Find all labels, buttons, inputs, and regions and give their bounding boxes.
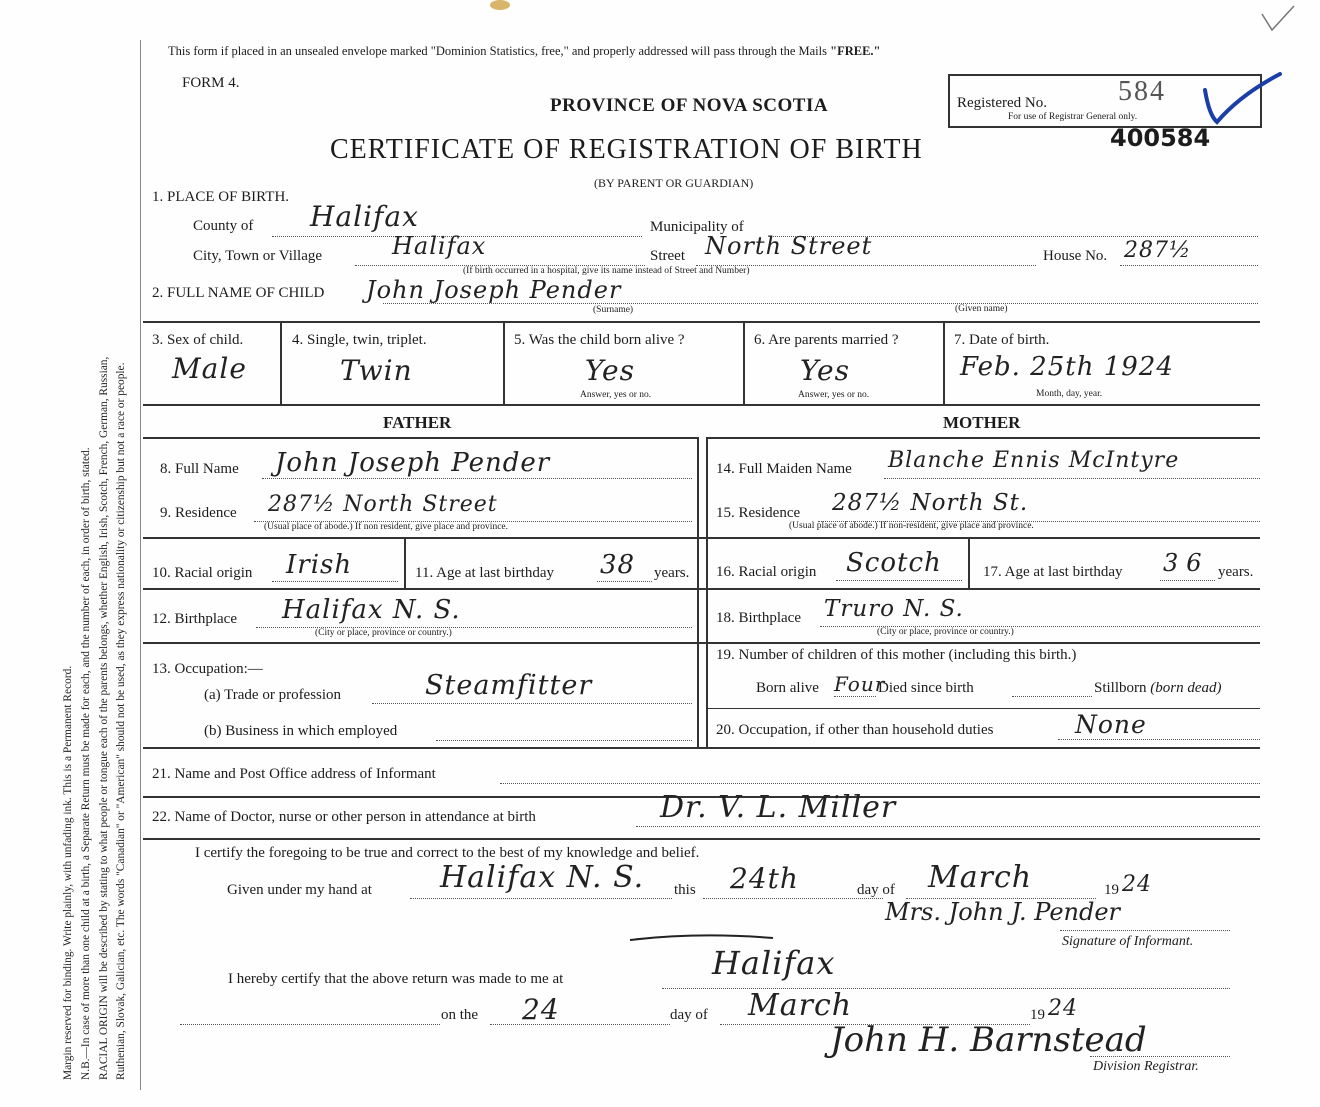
- father-residence-caption: (Usual place of abode.) If non resident, give place and province.: [264, 522, 508, 532]
- city-value: Halifax: [392, 232, 487, 260]
- born-alive-count-label: Born alive: [756, 680, 819, 696]
- given-year-prefix: 19: [1104, 882, 1119, 898]
- mother-birthplace-caption: (City or place, province or country.): [877, 627, 1014, 637]
- given-month-value: March: [928, 860, 1033, 895]
- given-under-hand-label: Given under my hand at: [227, 882, 372, 898]
- father-birthplace-label: 12. Birthplace: [152, 611, 237, 627]
- date-of-birth-label: 7. Date of birth.: [954, 332, 1050, 348]
- mother-racial-label: 16. Racial origin: [716, 564, 817, 580]
- stillborn-label: Stillborn (born dead): [1094, 680, 1222, 696]
- plurality-label: 4. Single, twin, triplet.: [292, 332, 427, 348]
- occupation-label: 13. Occupation:—: [152, 661, 263, 677]
- mother-name-label: 14. Full Maiden Name: [716, 461, 852, 477]
- margin-note-3: RACIAL ORIGIN will be described by stating to what people or tongue each of the parents belongs, whether English, Irish, Scotch, French, German, Russian,: [98, 356, 110, 1080]
- mother-birthplace-value: Truro N. S.: [824, 596, 964, 622]
- city-label: City, Town or Village: [193, 248, 323, 264]
- father-racial-label: 10. Racial origin: [152, 565, 253, 581]
- place-of-birth-label: 1. PLACE OF BIRTH.: [152, 189, 290, 205]
- registrar-day-value: 24: [522, 993, 560, 1026]
- surname-caption: (Surname): [593, 305, 634, 315]
- mother-name-value: Blanche Ennis McIntyre: [888, 448, 1180, 473]
- born-alive-count-value: Four: [834, 672, 886, 696]
- mother-age-value: 36: [1163, 549, 1210, 577]
- mother-heading: MOTHER: [943, 413, 1021, 432]
- municipality-label: Municipality of: [650, 219, 744, 235]
- given-day-value: 24th: [730, 862, 799, 895]
- plurality-value: Twin: [340, 354, 413, 387]
- registered-no-label: Registered No.: [957, 95, 1047, 111]
- corner-check-icon: [1258, 4, 1298, 34]
- street-label: Street: [650, 248, 685, 264]
- form-number: FORM 4.: [182, 75, 240, 91]
- margin-note-4: Ruthenian, Slovak, Galician, etc. The words "Canadian" or "American" should not be used, as they express nationality or citizenship but not a race or people.: [115, 362, 127, 1080]
- sex-value: Male: [172, 352, 247, 385]
- date-of-birth-caption: Month, day, year.: [1036, 389, 1103, 399]
- day-of-label: day of: [857, 882, 895, 898]
- father-age-value: 38: [600, 550, 636, 580]
- mother-age-label: 17. Age at last birthday: [983, 564, 1123, 580]
- attendant-label: 22. Name of Doctor, nurse or other person in attendance at birth: [152, 809, 536, 825]
- mother-residence-value: 287½ North St.: [832, 490, 1029, 516]
- given-place-value: Halifax N. S.: [440, 860, 645, 895]
- mother-residence-caption: (Usual place of abode.) If non-resident, give place and province.: [789, 521, 1034, 531]
- registrar-signature: John H. Barnstead: [830, 1020, 1147, 1060]
- postal-note: This form if placed in an unsealed envelope marked "Dominion Statistics, free," and properly addressed will pass through the Mails "FREE.": [168, 44, 881, 58]
- registrar-year-value: 24: [1048, 996, 1078, 1021]
- margin-note-1: Margin reserved for binding. Write plainly, with unfading ink. This is a Permanent Record.: [62, 665, 74, 1080]
- mother-racial-value: Scotch: [846, 548, 942, 578]
- division-registrar-caption: Division Registrar.: [1093, 1059, 1199, 1074]
- parents-married-label: 6. Are parents married ?: [754, 332, 899, 348]
- father-name-value: John Joseph Pender: [275, 448, 551, 478]
- father-birthplace-caption: (City or place, province or country.): [315, 628, 452, 638]
- certificate-title: CERTIFICATE OF REGISTRATION OF BIRTH: [330, 134, 923, 165]
- father-age-label: 11. Age at last birthday: [415, 565, 554, 581]
- attendant-value: Dr. V. L. Miller: [660, 790, 897, 825]
- child-name-value: John Joseph Pender: [366, 276, 622, 304]
- parents-married-caption: Answer, yes or no.: [798, 390, 870, 400]
- mother-occupation-value: None: [1075, 710, 1147, 739]
- trade-value: Steamfitter: [425, 670, 593, 701]
- father-age-unit: years.: [654, 565, 690, 581]
- registrar-place-value: Halifax: [712, 944, 836, 982]
- parents-married-value: Yes: [800, 354, 850, 387]
- business-label: (b) Business in which employed: [204, 723, 398, 739]
- county-label: County of: [193, 218, 254, 234]
- registered-no-stamp: 584: [1118, 76, 1166, 107]
- registrar-day-of-label: day of: [670, 1007, 708, 1023]
- hospital-note: (If birth occurred in a hospital, give its name instead of Street and Number): [463, 266, 750, 276]
- registrar-month-value: March: [748, 988, 853, 1023]
- margin-note-2: N.B.—In case of more than one child at a birth, a Separate Return must be made for each, and the number of each, in order of birth, stated.: [80, 447, 92, 1080]
- born-alive-value: Yes: [585, 354, 635, 387]
- house-no-label: House No.: [1043, 248, 1108, 264]
- born-alive-caption: Answer, yes or no.: [580, 390, 652, 400]
- father-heading: FATHER: [383, 413, 452, 432]
- registrar-use-note: For use of Registrar General only.: [1008, 112, 1138, 122]
- certificate-subtitle: (BY PARENT OR GUARDIAN): [594, 176, 754, 190]
- margin-rule: [140, 40, 141, 1090]
- on-the-label: on the: [441, 1007, 479, 1023]
- informant-label: 21. Name and Post Office address of Informant: [152, 766, 436, 782]
- date-of-birth-value: Feb. 25th 1924: [960, 352, 1174, 382]
- father-name-label: 8. Full Name: [160, 461, 239, 477]
- certify-statement: I certify the foregoing to be true and correct to the best of my knowledge and belief.: [195, 845, 700, 861]
- this-label: this: [674, 882, 696, 898]
- registrar-year-prefix: 19: [1030, 1007, 1045, 1023]
- checkmark-icon: [1195, 70, 1285, 130]
- given-name-caption: (Given name): [955, 304, 1008, 314]
- mother-birthplace-label: 18. Birthplace: [716, 610, 801, 626]
- street-value: North Street: [705, 232, 873, 260]
- father-residence-value: 287½ North Street: [268, 492, 498, 517]
- born-alive-label: 5. Was the child born alive ?: [514, 332, 685, 348]
- province-title: PROVINCE OF NOVA SCOTIA: [550, 95, 829, 116]
- county-value: Halifax: [310, 200, 419, 233]
- informant-signature-caption: Signature of Informant.: [1062, 934, 1194, 949]
- informant-signature: Mrs. John J. Pender: [885, 898, 1121, 926]
- mother-residence-label: 15. Residence: [716, 505, 801, 521]
- sex-label: 3. Sex of child.: [152, 332, 244, 348]
- children-count-label: 19. Number of children of this mother (including this birth.): [716, 647, 1077, 663]
- child-name-label: 2. FULL NAME OF CHILD: [152, 285, 325, 301]
- father-racial-value: Irish: [286, 550, 353, 580]
- registration-handwritten-number: 400584: [1110, 124, 1211, 152]
- house-no-value: 287½: [1124, 238, 1192, 263]
- registrar-certify-label: I hereby certify that the above return was made to me at: [228, 971, 564, 987]
- trade-label: (a) Trade or profession: [204, 687, 342, 703]
- given-year-value: 24: [1122, 872, 1152, 897]
- stain-mark: [490, 0, 510, 10]
- father-residence-label: 9. Residence: [160, 505, 237, 521]
- mother-occupation-label: 20. Occupation, if other than household duties: [716, 722, 994, 738]
- father-birthplace-value: Halifax N. S.: [282, 595, 461, 625]
- died-since-birth-label: Died since birth: [878, 680, 974, 696]
- mother-age-unit: years.: [1218, 564, 1254, 580]
